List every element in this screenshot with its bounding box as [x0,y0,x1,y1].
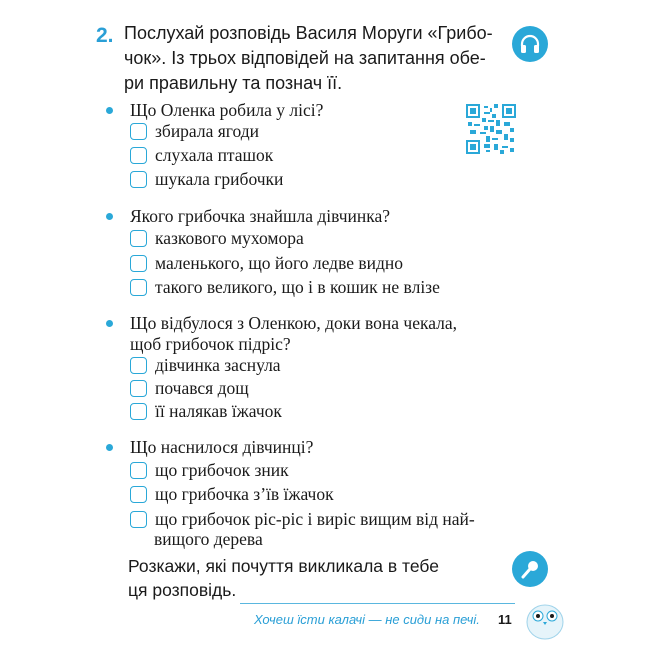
answer-option[interactable] [130,482,334,506]
task-line: ри правильну та познач її. [124,73,343,93]
option-label: дівчинка заснула [155,354,281,375]
tell-line: ця розповідь. [128,580,237,600]
question-title-line2: щоб грибочок підріс? [130,334,291,354]
task-instruction [124,21,493,96]
checkbox[interactable] [130,255,147,272]
footer-proverb: Хочеш їсти калачі — не сиди на печі. [254,612,480,627]
footer-divider [240,603,515,604]
microphone-glyph [518,557,542,581]
option-label: шукала грибочки [155,168,284,189]
bullet-icon [106,320,113,327]
answer-option[interactable] [130,226,304,250]
option-label: казкового мухомора [155,227,304,248]
bullet-icon [106,107,113,114]
answer-option[interactable] [130,275,440,299]
answer-option[interactable] [130,399,282,423]
task-number: 2. [96,24,114,47]
option-label: що грибочок зник [155,459,289,480]
headphones-glyph [518,32,542,56]
checkbox[interactable] [130,357,147,374]
answer-option[interactable] [130,119,259,143]
answer-option[interactable] [130,167,283,191]
checkbox[interactable] [130,511,147,528]
answer-option[interactable] [130,353,281,377]
microphone-icon[interactable] [512,551,548,587]
checkbox[interactable] [130,462,147,479]
question-title: Що Оленка робила у лісі? [130,100,324,120]
checkbox[interactable] [130,123,147,140]
bullet-icon [106,213,113,220]
option-label: маленького, що його ледве видно [155,252,404,273]
checkbox[interactable] [130,403,147,420]
headphones-icon[interactable] [512,26,548,62]
answer-option[interactable] [130,143,273,167]
option-label: її налякав їжачок [155,400,282,421]
checkbox[interactable] [130,171,147,188]
question-title: Що наснилося дівчинці? [130,437,314,457]
page-number: 11 [498,612,512,627]
option-continuation: вищого дерева [154,529,263,549]
answer-option[interactable] [130,251,403,275]
checkbox[interactable] [130,486,147,503]
question-title: Якого грибочка знайшла дівчинка? [130,206,391,226]
checkbox[interactable] [130,380,147,397]
answer-option[interactable] [130,458,289,482]
option-label: слухала пташок [155,144,274,165]
tell-prompt [128,554,439,602]
qr-code[interactable] [466,104,516,154]
answer-option[interactable] [130,376,249,400]
checkbox[interactable] [130,230,147,247]
option-label: такого великого, що і в кошик не влізе [155,276,440,297]
question-title: Що відбулося з Оленкою, доки вона чекала, [130,313,458,333]
owl-mascot-icon [523,596,567,640]
checkbox[interactable] [130,147,147,164]
option-label: що грибочка з’їв їжачок [155,483,334,504]
tell-line: Розкажи, які почуття викликала в тебе [128,556,439,576]
bullet-icon [106,444,113,451]
task-line: Послухай розповідь Василя Моруги «Грибо- [124,23,493,43]
checkbox[interactable] [130,279,147,296]
task-line: чок». Із трьох відповідей на запитання обе- [124,48,486,68]
option-label: що грибочок ріс-ріс і виріс вищим від най- [155,508,475,529]
option-label: збирала ягоди [155,120,260,141]
option-label: почався дощ [155,377,249,398]
